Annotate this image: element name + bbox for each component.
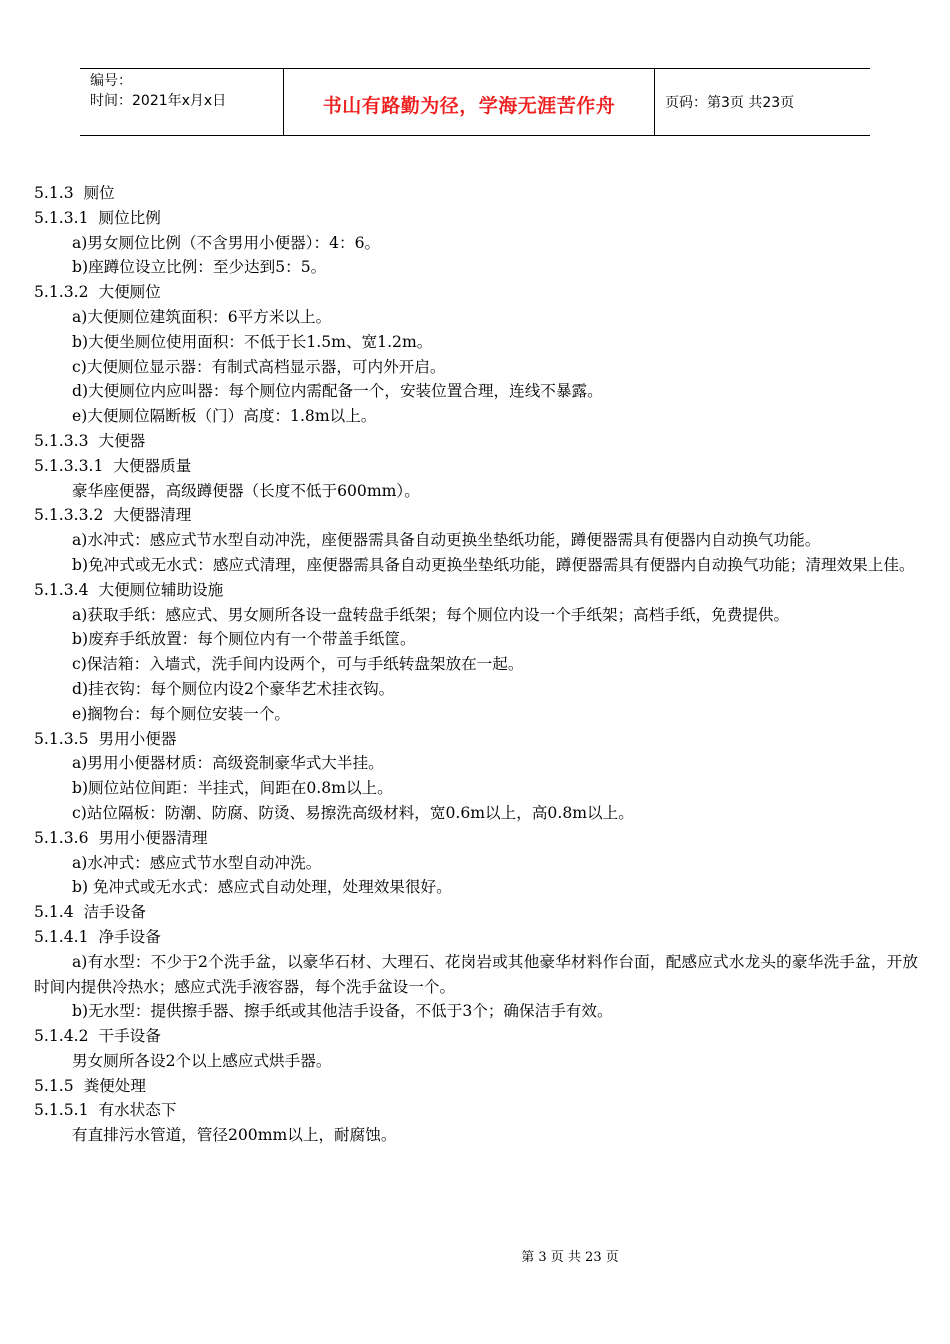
subsection-heading: 5.1.3.3.2 大便器清理 bbox=[34, 506, 192, 525]
subsection-heading: 5.1.3.2 大便厕位 bbox=[34, 283, 161, 302]
subsection-heading: 5.1.4.2 干手设备 bbox=[34, 1027, 161, 1046]
paragraph: 豪华座便器，高级蹲便器（长度不低于600mm）。 bbox=[72, 481, 420, 500]
subsection-heading: 5.1.3.1 厕位比例 bbox=[34, 208, 161, 227]
list-item: e)大便厕位隔断板（门）高度：1.8m以上。 bbox=[72, 407, 377, 426]
time-label: 时间：2021年x月x日 bbox=[90, 93, 227, 109]
list-item: c)大便厕位显示器：有制式高档显示器，可内外开启。 bbox=[72, 357, 446, 376]
subsection-heading: 5.1.4.1 净手设备 bbox=[34, 927, 161, 946]
list-item: c)保洁箱：入墙式，洗手间内设两个，可与手纸转盘架放在一起。 bbox=[72, 655, 524, 674]
list-item: b) 免冲式或无水式：感应式自动处理，处理效果很好。 bbox=[72, 878, 452, 897]
list-item: a)男女厕位比例（不含男用小便器）：4：6。 bbox=[72, 233, 381, 252]
subsection-heading: 5.1.3.4 大便厕位辅助设施 bbox=[34, 580, 224, 599]
paragraph: 男女厕所各设2个以上感应式烘手器。 bbox=[72, 1051, 332, 1070]
header-motto-cell bbox=[283, 69, 655, 135]
page-footer: 第 3 页 共 23 页 bbox=[521, 1250, 619, 1265]
section-heading: 5.1.5 粪便处理 bbox=[34, 1076, 146, 1095]
list-item: b)无水型：提供擦手器、擦手纸或其他洁手设备，不低于3个；确保洁手有效。 bbox=[72, 1002, 613, 1021]
list-item: a)水冲式：感应式节水型自动冲洗，座便器需具备自动更换坐垫纸功能，蹲便器需具有便器内自动换气功能。 bbox=[72, 531, 821, 550]
header-meta-cell bbox=[80, 69, 283, 135]
subsection-heading: 5.1.5.1 有水状态下 bbox=[34, 1101, 177, 1120]
list-item: b)废弃手纸放置：每个厕位内有一个带盖手纸筐。 bbox=[72, 630, 416, 649]
section-heading: 5.1.3 厕位 bbox=[34, 184, 115, 202]
list-item: a)大便厕位建筑面积：6平方米以上。 bbox=[72, 307, 332, 326]
motto-text: 书山有路勤为径，学海无涯苦作舟 bbox=[322, 94, 616, 117]
subsection-heading: 5.1.3.3 大便器 bbox=[34, 431, 146, 450]
subsection-heading: 5.1.3.5 男用小便器 bbox=[34, 729, 177, 748]
list-item: b)座蹲位设立比例：至少达到5：5。 bbox=[72, 258, 327, 277]
list-item: c)站位隔板：防潮、防腐、防烫、易擦洗高级材料，宽0.6m以上，高0.8m以上。 bbox=[72, 803, 634, 822]
subsection-heading: 5.1.3.3.1 大便器质量 bbox=[34, 456, 192, 475]
subsection-heading: 5.1.3.6 男用小便器清理 bbox=[34, 828, 208, 847]
section-heading: 5.1.4 洁手设备 bbox=[34, 903, 146, 922]
paragraph: 有直排污水管道，管径200mm以上，耐腐蚀。 bbox=[72, 1126, 397, 1145]
list-item: d)大便厕位内应叫器：每个厕位内需配备一个，安装位置合理，连线不暴露。 bbox=[72, 382, 603, 401]
list-item: b)大便坐厕位使用面积：不低于长1.5m、宽1.2m。 bbox=[72, 332, 433, 351]
list-item: a)获取手纸：感应式、男女厕所各设一盘转盘手纸架；每个厕位内设一个手纸架；高档手纸，免费提供。 bbox=[72, 605, 790, 624]
list-item: a)水冲式：感应式节水型自动冲洗。 bbox=[72, 853, 322, 872]
document-body bbox=[34, 181, 918, 1148]
list-item: b)厕位站位间距：半挂式，间距在0.8m以上。 bbox=[72, 779, 393, 798]
list-item: b)免冲式或无水式：感应式清理，座便器需具备自动更换坐垫纸功能，蹲便器需具有便器内自动换气功能；清理效果上佳。 bbox=[72, 555, 915, 574]
list-item: d)挂衣钩：每个厕位内设2个豪华艺术挂衣钩。 bbox=[72, 679, 395, 698]
list-item: a)有水型：不少于2个洗手盆，以豪华石材、大理石、花岗岩或其他豪华材料作台面，配感应式水龙头的豪华洗手盆，开放时间内提供冷热水；感应式洗手液容器，每个洗手盆设一个。 bbox=[34, 952, 918, 996]
list-item: a)男用小便器材质：高级瓷制豪华式大半挂。 bbox=[72, 754, 384, 773]
code-label: 编号： bbox=[90, 73, 132, 89]
page-info: 页码：第3页 共23页 bbox=[665, 95, 795, 111]
header-page-cell bbox=[655, 69, 870, 135]
document-header bbox=[80, 68, 870, 136]
list-item: e)搁物台：每个厕位安装一个。 bbox=[72, 704, 291, 723]
